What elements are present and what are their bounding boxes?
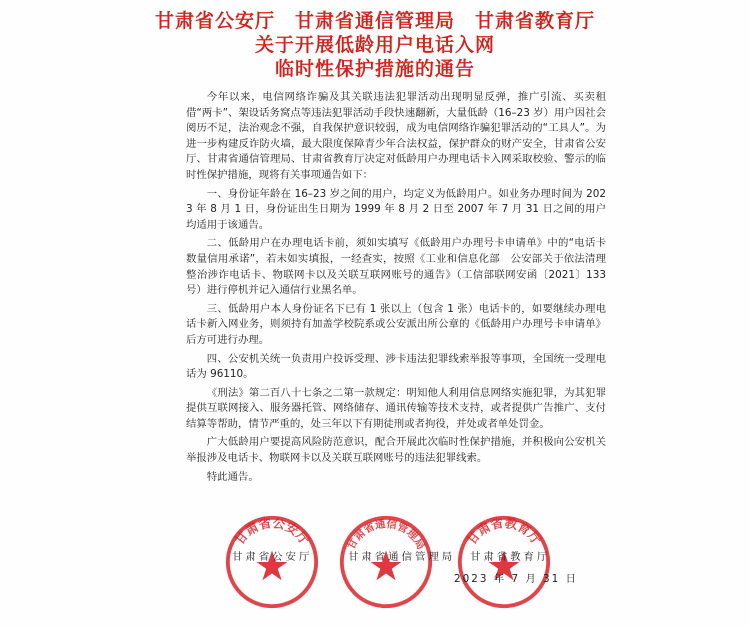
title-line-3: 临时性保护措施的通告: [274, 58, 475, 80]
title-line-2: 关于开展低龄用户电话入网: [254, 34, 495, 56]
paragraph-item-1: 一、身份证年龄在 16–23 岁之间的用户，均定义为低龄用户。如业务办理时间为 2023 年 8 月 1 日，身份证出生日期为 1999 年 8 月 2 日至 2007 年 7 月 31 日之间的用户均适用于该通告。: [186, 187, 606, 231]
paragraph-closing: 特此通告。: [206, 470, 259, 483]
paragraph-appeal: 广大低龄用户要提高风险防范意识，配合开展此次临时性保护措施，并积极向公安机关举报涉及电话卡、物联网卡以及关联互联网账号的违法犯罪线索。: [186, 436, 606, 465]
title-line-1: 甘肃省公安厅 甘肃省通信管理局 甘肃省教育厅: [154, 10, 595, 32]
paragraph-item-2: 二、低龄用户在办理电话卡前，须如实填写《低龄用户办理号卡申请单》中的“电话卡数量信用承诺”，若未如实填报，一经查实，按照《工业和信息化部 公安部关于依法清理整治涉诈电话卡、物联网卡以及关联互联网账号的通告》（工信部联网安函〔2021〕133 号）进行停机并记入通信行业黑名单。: [186, 237, 606, 297]
notice-body: [186, 90, 606, 485]
signature-education: 甘肃省教育厅: [470, 551, 551, 563]
svg-text:甘肃省教育厅: 甘肃省教育厅: [463, 515, 545, 548]
paragraph-item-4: 四、公安机关统一负责用户投诉受理、涉卡违法犯罪线索举报等事项，全国统一受理电话为 96110。: [186, 352, 606, 381]
paragraph-item-3: 三、低龄用户本人身份证名下已有 1 张以上（包含 1 张）电话卡的，如要继续办理电话卡新入网业务，则须持有加盖学校院系或公安派出所公章的《低龄用户办理号卡申请单》后方可进行办理。: [186, 302, 606, 346]
paragraph-intro: 今年以来，电信网络诈骗及其关联违法犯罪活动出现明显反弹，推广引流、买卖租借“两卡”、架设话务窝点等违法犯罪活动手段快速翻新，大量低龄（16–23 岁）用户因社会阅历不足，法治观念不强，自我保护意识较弱，成为电信网络诈骗犯罪活动的“工具人”。为进一步构建反诈防火墙，最大限度保障青少年合法权益，保护群众的财产安全，甘肃省公安厅、甘肃省通信管理局、甘肃省教育厅决定对低龄用户办理电话卡入网采取校验、警示的临时性保护措施，现将有关事项通告如下：: [186, 91, 606, 181]
svg-text:甘肃省通信管理局: 甘肃省通信管理局: [345, 518, 427, 552]
signature-telecom: 甘肃省通信管理局: [348, 551, 456, 563]
svg-text:甘肃省公安厅: 甘肃省公安厅: [231, 515, 313, 548]
notice-date: 2023 年 7 月 31 日: [454, 573, 578, 585]
paragraph-criminal-law: 《刑法》第二百八十七条之二第一款规定：明知他人利用信息网络实施犯罪，为其犯罪提供互联网接入、服务器托管、网络储存、通讯传输等技术支持，或者提供广告推广、支付结算等帮助，情节严重的，处三年以下有期徒刑或者拘役，并处或者单处罚金。: [186, 386, 606, 430]
signature-public-security: 甘肃省公安厅: [232, 551, 313, 563]
